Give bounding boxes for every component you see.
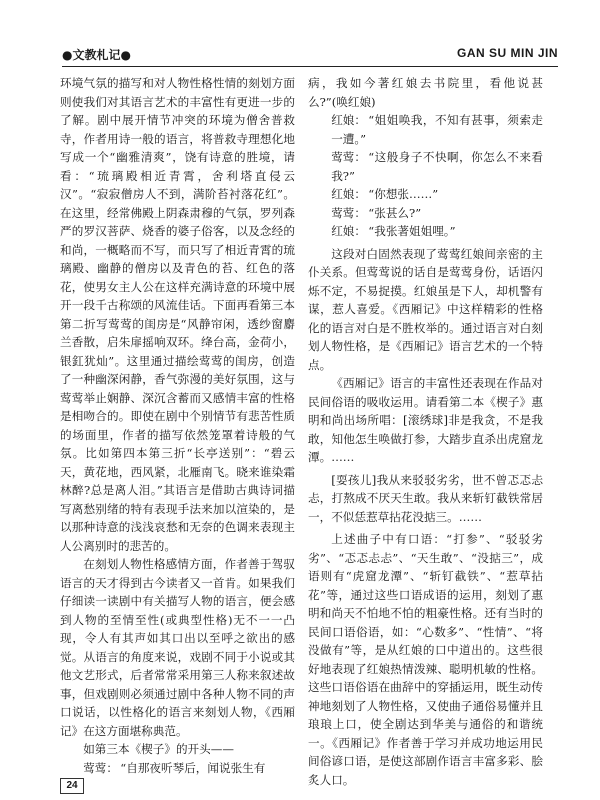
paragraph: 上述曲子中有口语：“打参”、“驳驳劣劣”、“忑忑忐忐”、“天生敢”、“没掂三”，成语则有“虎窟龙潭”、“斩钉截铁”、“惹草拈花”等，通过这些口语成语的运用，刻划了惠明和尚天不怕地不怕的粗豪性格。还有当时的民间口语俗语，如：“心数多”、“性情”、“将没做有”等，是从红娘的口中道出的。这些很好地表现了红娘热情泼辣、聪明机敏的性格。这些口语俗语在曲辞中的穿插运用，既生动传神地刻划了人物性格，又使曲子通俗易懂并且琅琅上口，使全剧达到华美与通俗的和谐统一。《西厢记》作者善于学习并成功地运用民间俗谚口语，是使这部剧作语言丰富多彩、脍炙人口。 <box>308 532 543 787</box>
dialog-text: “张甚么?” <box>368 205 422 220</box>
paragraph: 如第三本《楔子》的开头—— <box>83 742 234 756</box>
paragraph: 环境气氛的描写和对人物性格性情的刻划方面则使我们对其语言艺术的丰富性有更进一步的了解。剧中展开情节冲突的环境为僧舍普救寺，作者用诗一般的语言，将普救寺理想化地写成一个“幽雅清爽”，饶有诗意的胜境，请看：“琉璃殿相近青霄，舍利塔直侵云汉”。“寂寂僧房人不到，满阶苔衬落花红”。在这里，经常佛殿上阴森肃穆的气氛，罗列森严的罗汉菩萨、烧香的婆子俗客，以及念经的和尚，一概略而不写，而只写了相近青霄的琉璃殿、幽静的僧房以及青色的苔、红色的落花，使男女主人公在这样充满诗意的环境中展开一段千古称颂的风流佳话。下面再看第三本第二折写莺莺的闺房是“风静帘闲，透纱窗麝兰香散，启朱扉摇响双环。绛台高，金荷小，银釭犹灿”。这里通过描绘莺莺的闺房，创造了一种幽深闲静，香气弥漫的美好氛围，这与莺莺举止娴静、深沉含蓄而又感情丰富的性格是相吻合的。即使在剧中个别情节有悲苦性质的场面里，作者的描写依然笼罩着诗般的气氛。比如第四本第三折“长亭送别”：“碧云天，黄花地，西风紧，北雁南飞。晓来谁染霜林醉?总是离人泪。”其语言是借助古典诗词描写离愁别绪的特有表现手法来加以渲染的，是以那种诗意的浅浅哀愁和无奈的色调来表现主人公离别时的悲苦的。 <box>60 76 295 553</box>
running-header <box>62 46 558 66</box>
left-column <box>60 74 295 774</box>
dialog-speaker: 莺莺： <box>83 760 118 775</box>
header-rule <box>62 66 558 67</box>
dialog-line <box>308 111 543 148</box>
right-column <box>308 74 543 787</box>
dialog-speaker: 莺莺： <box>331 205 366 220</box>
dialog-speaker: 莺莺： <box>331 150 366 164</box>
dialog-text: “你想张……” <box>368 187 439 201</box>
paragraph: [耍孩儿]我从来驳驳劣劣，世不曾忑忑忐忐，打熬成不厌天生敢。我从来斩钉截铁常居一，不似恁惹草拈花没掂三。…… <box>308 472 543 524</box>
column-label: ●文教札记● <box>62 48 131 62</box>
paragraph: 在刻划人物性格感情方面，作者善于驾驭语言的天才得到古今读者又一首肯。如果我们仔细读一读剧中有关描写人物的语言，便会感到人物的至情至性(或典型性格)无不一一凸现，令人有其声如其口出以至呼之欲出的感觉。从语言的角度来说，戏剧不同于小说或其他文艺形式，后者常常采用第三人称来叙述故事，但戏剧则必须通过剧中各种人物不同的声口说话，以性格化的语言来刻划人物，《西厢记》在这方面堪称典范。 <box>60 557 295 738</box>
dialog-line <box>308 204 543 223</box>
paragraph: 病，我如今著红娘去书院里，看他说甚么?”(唤红娘) <box>308 76 543 109</box>
dialog-text: “我张著姐姐哩。” <box>368 224 456 238</box>
page-number: 24 <box>60 778 84 794</box>
dialog-text: “姐姐唤我，不知有甚事，须索走一遭。” <box>331 113 543 146</box>
journal-name: GAN SU MIN JIN <box>456 46 558 60</box>
dialog-line <box>308 148 543 185</box>
dialog-text: “这般身子不快啊，你怎么不来看我?” <box>331 150 543 183</box>
dialog-speaker: 红娘： <box>331 113 366 127</box>
dialog-speaker: 红娘： <box>331 187 366 201</box>
paragraph: 《西厢记》语言的丰富性还表现在作品对民间俗语的吸收运用。请看第二本《楔子》惠明和尚出场所唱：[滚绣球]非是我贪，不是我敢，知他怎生唤做打参，大踏步直杀出虎窟龙潭。…… <box>308 376 543 464</box>
dialog-text: “自那夜听琴后，闻说张生有 <box>120 760 266 775</box>
dialog-line <box>308 222 543 241</box>
dialog-speaker: 红娘： <box>331 224 366 238</box>
paragraph: 这段对白固然表现了莺莺红娘间亲密的主仆关系。但莺莺说的话自是莺莺身份，话语闪烁不定，不易捉摸。红娘虽是下人，却机警有谋，惹人喜爱。《西厢记》中这样精彩的性格化的语言对白是不胜枚举的。通过语言对白刻划人物性格，是《西厢记》语言艺术的一个特点。 <box>308 246 543 372</box>
dialog-line <box>308 185 543 204</box>
dialog-line <box>60 759 295 778</box>
